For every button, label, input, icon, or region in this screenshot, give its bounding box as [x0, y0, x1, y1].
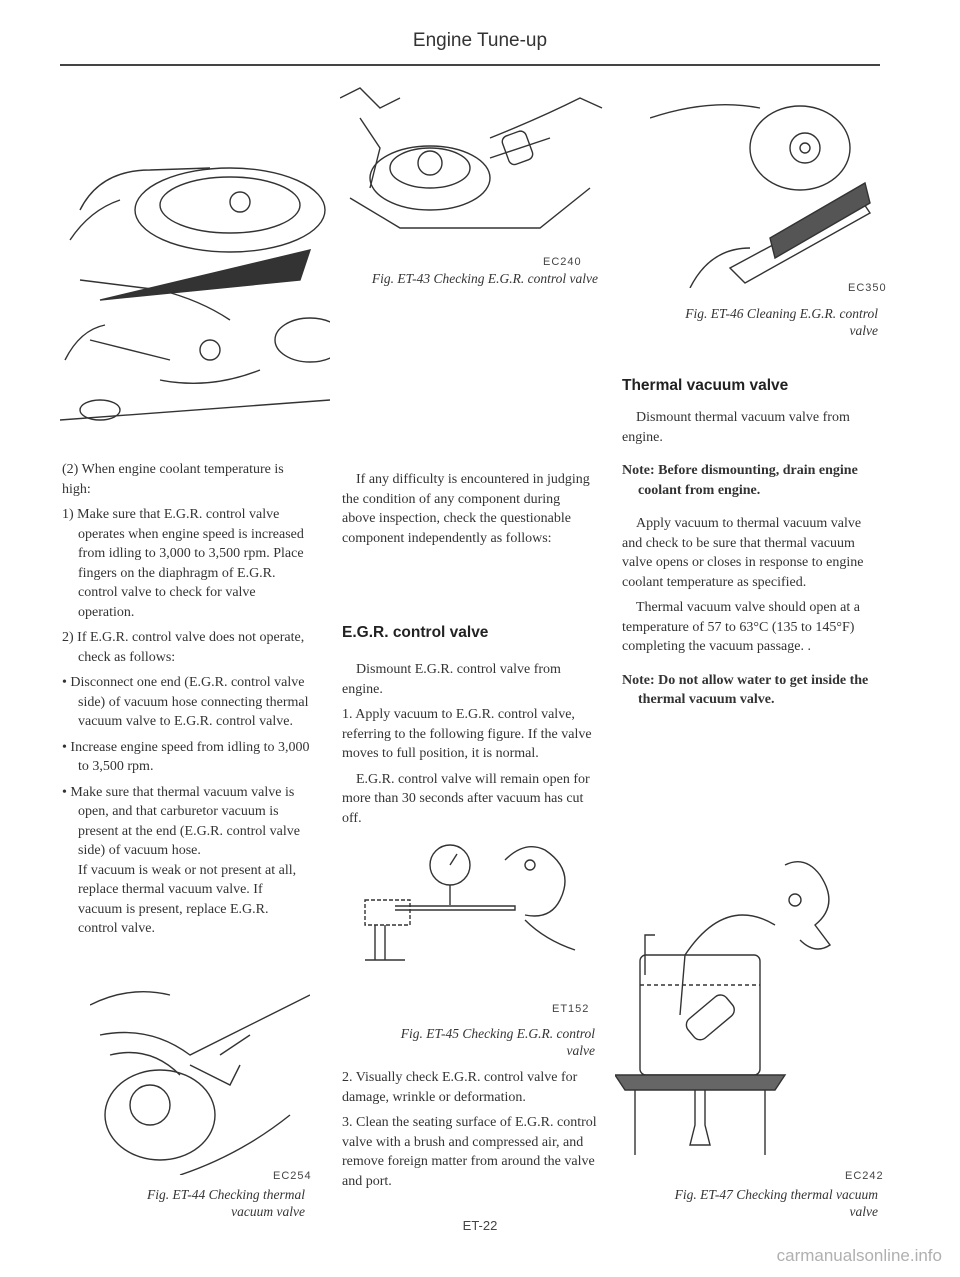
- right-column-text: [622, 408, 880, 716]
- fig-44-code: EC254: [273, 1170, 312, 1182]
- middle-paragraph-2: Dismount E.G.R. control valve from engine.: [342, 662, 561, 697]
- fig-46-code: EC350: [848, 282, 887, 294]
- middle-paragraph-1: If any difficulty is encountered in judging the condition of any component during above inspection, check the questionable component independently as follows:: [342, 472, 590, 546]
- fig-46-illustration: [650, 88, 880, 288]
- header-rule: [60, 64, 880, 66]
- fig-43-caption: [300, 270, 598, 287]
- left-paragraph-2: 1) Make sure that E.G.R. control valve operates when engine speed is increased from idling to 3,000 to 3,500 rpm. Place fingers on the diaphragm of E.G.R. control valve to check for valve operation.: [62, 507, 304, 620]
- left-paragraph-3: 2) If E.G.R. control valve does not operate, check as follows:: [62, 630, 305, 665]
- fig-47-code: EC242: [845, 1170, 884, 1182]
- fig-45-caption-line1: Checking E.G.R. control: [462, 1026, 595, 1041]
- fig-45-label: Fig. ET-45: [400, 1026, 460, 1041]
- left-bullet-3-continued: If vacuum is weak or not present at all, replace thermal vacuum valve. If vacuum is present, replace E.G.R. control valve.: [78, 862, 297, 936]
- fig-44-label: Fig. ET-44: [147, 1187, 206, 1202]
- middle-paragraph-5: 2. Visually check E.G.R. control valve for damage, wrinkle or deformation.: [342, 1070, 578, 1105]
- right-paragraph-3: Thermal vacuum valve should open at a temperature of 57 to 63°C (135 to 145°F) completing the vacuum passage. .: [622, 600, 860, 654]
- right-note-2: Note: Do not allow water to get inside the thermal vacuum valve.: [622, 672, 869, 707]
- middle-column-text-bottom: [342, 660, 597, 834]
- fig-47-caption-line1: Checking thermal vacuum: [736, 1187, 878, 1202]
- page-header: Engine Tune-up: [412, 30, 548, 51]
- fig-46-caption-line2: valve: [849, 323, 878, 338]
- fig-45-illustration: [345, 830, 595, 975]
- middle-paragraph-3: 1. Apply vacuum to E.G.R. control valve, referring to the following figure. If the valve moves to full position, it is normal.: [342, 707, 592, 761]
- middle-paragraph-6: 3. Clean the seating surface of E.G.R. control valve with a brush and compressed air, and remove foreign matter from around the valve and port.: [342, 1115, 597, 1189]
- page-number: ET-22: [462, 1218, 498, 1233]
- fig-46-caption-line1: Cleaning E.G.R. control: [746, 306, 878, 321]
- left-bullet-2: • Increase engine speed from idling to 3,000 to 3,500 rpm.: [62, 739, 310, 774]
- thermal-vacuum-valve-heading: Thermal vacuum valve: [622, 377, 789, 394]
- fig-47-illustration: [615, 855, 855, 1165]
- fig-46-caption: [650, 305, 878, 339]
- fig-44-illustration: [90, 975, 310, 1175]
- left-column-text: [62, 460, 310, 945]
- egr-control-valve-heading: E.G.R. control valve: [342, 624, 489, 641]
- left-bullet-3: • Make sure that thermal vacuum valve is open, and that carburetor vacuum is present at the end (E.G.R. control valve side) of vacuum hose.: [62, 784, 300, 858]
- middle-paragraph-4: E.G.R. control valve will remain open for more than 30 seconds after vacuum has cut off.: [342, 771, 590, 826]
- middle-column-text-top: [342, 470, 597, 554]
- fig-44-caption: [90, 1186, 305, 1220]
- fig-45-caption-line2: valve: [566, 1043, 595, 1058]
- middle-column-text-end: [342, 1068, 597, 1197]
- fig-44-caption-line1: Checking thermal: [208, 1187, 305, 1202]
- fig-43-label: Fig. ET-43: [371, 271, 431, 286]
- engine-bay-illustration: [60, 150, 330, 430]
- right-note-1: Note: Before dismounting, drain engine coolant from engine.: [622, 463, 858, 498]
- fig-45-caption: [345, 1025, 595, 1059]
- fig-47-caption: [650, 1186, 878, 1220]
- fig-44-caption-line2: vacuum valve: [231, 1204, 305, 1219]
- fig-43-code: EC240: [543, 256, 582, 268]
- fig-47-label: Fig. ET-47: [674, 1187, 733, 1202]
- fig-45-code: ET152: [552, 1003, 590, 1015]
- right-paragraph-2: Apply vacuum to thermal vacuum valve and check to be sure that thermal vacuum valve opens or closes in response to engine coolant temperature as specified.: [622, 516, 864, 590]
- fig-43-caption-text: Checking E.G.R. control valve: [433, 271, 598, 286]
- left-bullet-1: • Disconnect one end (E.G.R. control valve side) of vacuum hose connecting thermal vacuum valve to E.G.R. control valve.: [62, 675, 309, 729]
- fig-43-illustration: [340, 78, 605, 248]
- right-paragraph-1: Dismount thermal vacuum valve from engine.: [622, 410, 850, 445]
- fig-47-caption-line2: valve: [849, 1204, 878, 1219]
- site-watermark[interactable]: carmanualsonline.info: [776, 1246, 942, 1265]
- left-paragraph-1: (2) When engine coolant temperature is high:: [62, 462, 284, 497]
- fig-46-label: Fig. ET-46: [685, 306, 744, 321]
